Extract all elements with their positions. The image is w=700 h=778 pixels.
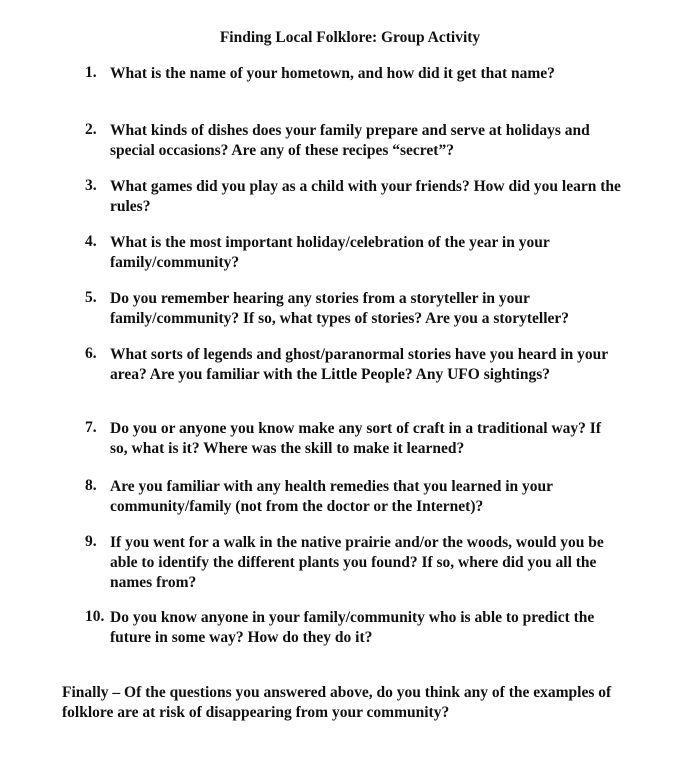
question-9: [85, 533, 665, 593]
question-text: future in some way? How do they do it?: [110, 629, 373, 646]
question-8: [85, 477, 665, 517]
question-text: Do you remember hearing any stories from a storyteller in your: [110, 290, 530, 307]
question-6: [85, 345, 665, 385]
question-text: family/community? If so, what types of stories? Are you a storyteller?: [110, 310, 570, 327]
question-7: [85, 419, 665, 459]
question-number: 7.: [85, 419, 97, 436]
final-text: Finally – Of the questions you answered above, do you think any of the examples of: [62, 684, 612, 701]
question-number: 3.: [85, 177, 97, 194]
question-text: area? Are you familiar with the Little People? Any UFO sightings?: [110, 366, 551, 383]
question-text: Do you know anyone in your family/community who is able to predict the: [110, 609, 595, 626]
question-text: family/community?: [110, 254, 240, 271]
question-number: 6.: [85, 345, 97, 362]
question-text: community/family (not from the doctor or the Internet)?: [110, 498, 484, 515]
question-text: Are you familiar with any health remedies that you learned in your: [110, 478, 554, 495]
question-text: rules?: [110, 198, 151, 215]
question-text: What kinds of dishes does your family prepare and serve at holidays and: [110, 122, 590, 139]
question-text: able to identify the different plants you found? If so, where did you all the: [110, 554, 597, 571]
question-3: [85, 177, 665, 217]
question-10: [85, 608, 665, 648]
question-text: What sorts of legends and ghost/paranormal stories have you heard in your: [110, 346, 609, 363]
question-number: 8.: [85, 477, 97, 494]
question-number: 9.: [85, 533, 97, 550]
question-text: If you went for a walk in the native prairie and/or the woods, would you be: [110, 534, 604, 551]
question-text: special occasions? Are any of these recipes “secret”?: [110, 142, 454, 159]
question-number: 1.: [85, 64, 97, 81]
question-5: [85, 289, 665, 329]
question-number: 5.: [85, 289, 97, 306]
question-number: 2.: [85, 121, 97, 138]
question-text: names from?: [110, 574, 197, 591]
question-text: What games did you play as a child with your friends? How did you learn the: [110, 178, 621, 195]
page-title: Finding Local Folklore: Group Activity: [219, 29, 481, 46]
question-4: [85, 233, 665, 273]
question-text: so, what is it? Where was the skill to make it learned?: [110, 440, 465, 457]
question-number: 4.: [85, 233, 97, 250]
question-number: 10.: [85, 608, 105, 625]
final-text: folklore are at risk of disappearing from your community?: [62, 704, 450, 721]
final-question: [62, 683, 611, 723]
question-2: [85, 121, 665, 161]
question-text: Do you or anyone you know make any sort of craft in a traditional way? If: [110, 420, 601, 437]
question-text: What is the name of your hometown, and how did it get that name?: [110, 65, 555, 82]
question-text: What is the most important holiday/celebration of the year in your: [110, 234, 550, 251]
question-1: [85, 64, 665, 84]
